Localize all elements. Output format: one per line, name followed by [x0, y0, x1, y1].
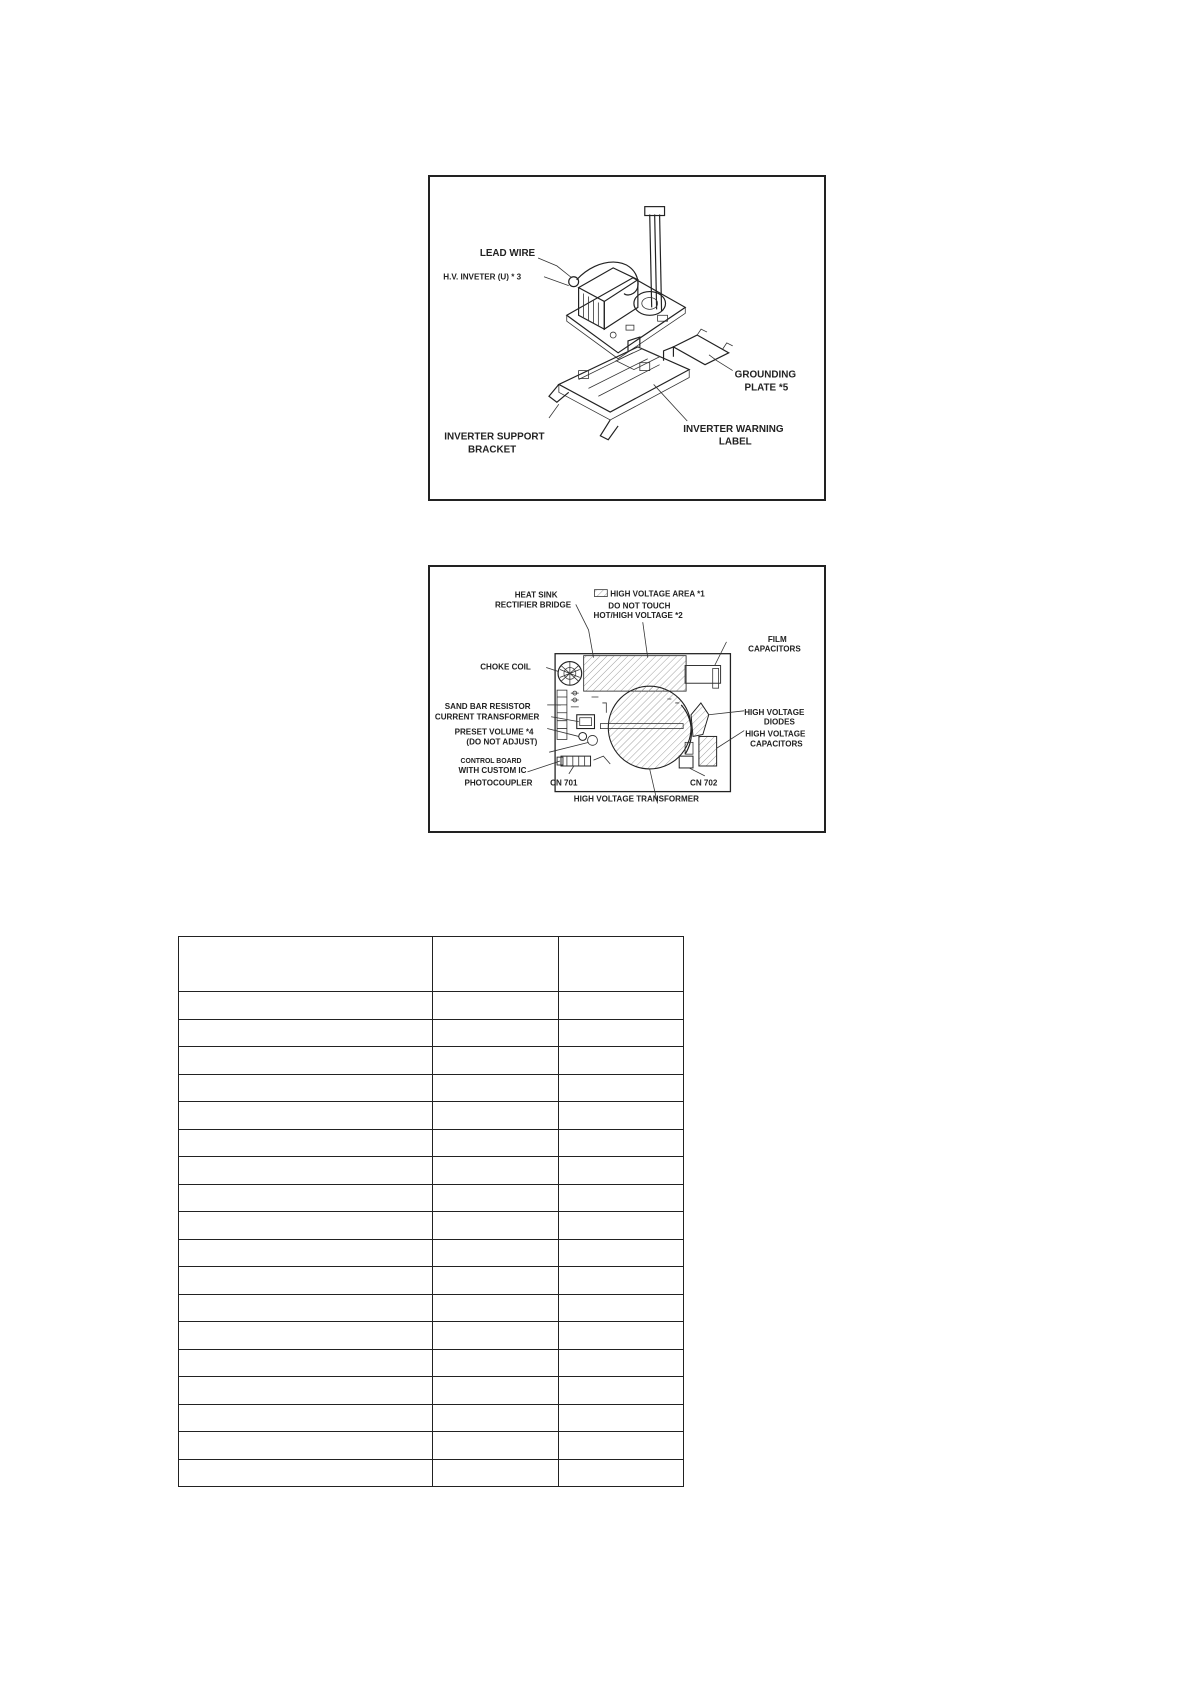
- table-row: [179, 1129, 684, 1157]
- table-cell: [559, 1377, 684, 1405]
- inverter-exploded-figure: [428, 175, 826, 501]
- table-header-row: [179, 937, 684, 992]
- table-row: [179, 1349, 684, 1377]
- label-grounding: GROUNDING: [734, 369, 797, 381]
- label-lead-wire: LEAD WIRE: [479, 248, 536, 260]
- table-cell: [179, 1184, 433, 1212]
- small-components: [571, 691, 579, 707]
- table-cell: [179, 1047, 433, 1075]
- preset-volume: [579, 732, 587, 740]
- hv-capacitors: [699, 736, 717, 766]
- table-cell: [559, 1184, 684, 1212]
- table-cell: [179, 1349, 433, 1377]
- table-cell: [433, 1102, 559, 1130]
- table-row: [179, 1322, 684, 1350]
- label-custom-ic: WITH CUSTOM IC: [458, 765, 527, 775]
- inverter-board-drawing: [430, 567, 824, 831]
- table-header-cell: [179, 937, 433, 992]
- label-support-bracket-2: BRACKET: [467, 444, 517, 456]
- table-cell: [559, 1047, 684, 1075]
- table-cell: [433, 1267, 559, 1295]
- table-header-cell: [559, 937, 684, 992]
- table-cell: [433, 1184, 559, 1212]
- table-cell: [559, 1459, 684, 1487]
- table-cell: [559, 992, 684, 1020]
- table-cell: [433, 1129, 559, 1157]
- table-cell: [559, 1322, 684, 1350]
- table-row: [179, 1377, 684, 1405]
- table-cell: [433, 992, 559, 1020]
- table-cell: [433, 1322, 559, 1350]
- table-cell: [559, 1404, 684, 1432]
- label-hv-capacitors: HIGH VOLTAGE: [745, 729, 806, 739]
- hv-inverter-board: [567, 268, 686, 359]
- label-warning-1: INVERTER WARNING: [683, 423, 784, 435]
- table-cell: [179, 1239, 433, 1267]
- table-row: [179, 1404, 684, 1432]
- hv-area-legend-swatch: [594, 590, 607, 597]
- label-film-capacitors: CAPACITORS: [748, 644, 801, 654]
- label-hot-high-voltage: HOT/HIGH VOLTAGE *2: [593, 611, 683, 621]
- label-capacitors: CAPACITORS: [750, 739, 803, 749]
- table-cell: [559, 1294, 684, 1322]
- label-photocoupler: PHOTOCOUPLER: [464, 778, 533, 788]
- table-cell: [433, 1074, 559, 1102]
- label-do-not-touch: DO NOT TOUCH: [608, 601, 671, 611]
- table-row: [179, 1432, 684, 1460]
- label-film: FILM: [767, 634, 787, 644]
- label-heat-sink: HEAT SINK: [514, 590, 558, 600]
- label-cn702: CN 702: [690, 778, 718, 788]
- cn702-connector: [679, 756, 693, 768]
- table-row: [179, 1102, 684, 1130]
- table-cell: [179, 992, 433, 1020]
- table-header-cell: [433, 937, 559, 992]
- choke-coil: [558, 662, 582, 686]
- table-cell: [559, 1212, 684, 1240]
- label-preset-volume: PRESET VOLUME *4: [454, 727, 534, 737]
- table-row: [179, 1212, 684, 1240]
- table-cell: [559, 1129, 684, 1157]
- table-cell: [179, 1019, 433, 1047]
- table-cell: [433, 1239, 559, 1267]
- table-cell: [433, 1019, 559, 1047]
- table-row: [179, 1019, 684, 1047]
- table-cell: [179, 1129, 433, 1157]
- table-row: [179, 1074, 684, 1102]
- table-cell: [433, 1157, 559, 1185]
- table-cell: [433, 1212, 559, 1240]
- label-warning-2: LABEL: [718, 436, 752, 448]
- table-cell: [179, 1459, 433, 1487]
- table-row: [179, 1157, 684, 1185]
- table-cell: [433, 1377, 559, 1405]
- table-cell: [433, 1047, 559, 1075]
- table-cell: [559, 1157, 684, 1185]
- table-cell: [559, 1019, 684, 1047]
- table-cell: [179, 1157, 433, 1185]
- label-current-transformer: CURRENT TRANSFORMER: [434, 712, 540, 722]
- table-row: [179, 1294, 684, 1322]
- label-hv-transformer: HIGH VOLTAGE TRANSFORMER: [573, 794, 699, 804]
- table-cell: [433, 1404, 559, 1432]
- table-row: [179, 1047, 684, 1075]
- label-hv-diodes: HIGH VOLTAGE: [744, 707, 805, 717]
- label-support-bracket-1: INVERTER SUPPORT: [444, 431, 545, 443]
- label-diodes: DIODES: [763, 717, 795, 727]
- cn701-connector: [561, 756, 591, 766]
- label-hv-inverter: H.V. INVETER (U) * 3: [443, 272, 522, 282]
- table-cell: [179, 1102, 433, 1130]
- label-do-not-adjust: (DO NOT ADJUST): [466, 737, 538, 747]
- table-row: [179, 1239, 684, 1267]
- table-cell: [179, 1432, 433, 1460]
- label-control-board: CONTROL BOARD: [460, 758, 522, 766]
- table-cell: [179, 1322, 433, 1350]
- label-cn701: CN 701: [550, 778, 578, 788]
- table-cell: [179, 1377, 433, 1405]
- parts-table: [178, 936, 684, 1487]
- label-sand-bar-resistor: SAND BAR RESISTOR: [444, 701, 531, 711]
- table-cell: [179, 1294, 433, 1322]
- table-cell: [559, 1074, 684, 1102]
- table-cell: [179, 1404, 433, 1432]
- table-cell: [179, 1267, 433, 1295]
- inverter-board-figure: [428, 565, 826, 833]
- heat-sink-area: [584, 656, 686, 691]
- table-row: [179, 992, 684, 1020]
- table-cell: [433, 1294, 559, 1322]
- table-cell: [559, 1432, 684, 1460]
- grounding-plate: [673, 329, 732, 365]
- label-grounding-plate: PLATE *5: [744, 382, 789, 394]
- table-cell: [433, 1349, 559, 1377]
- label-rectifier-bridge: RECTIFIER BRIDGE: [495, 600, 572, 610]
- hv-diodes: [691, 703, 709, 736]
- table-cell: [559, 1267, 684, 1295]
- table-cell: [559, 1239, 684, 1267]
- table-cell: [433, 1432, 559, 1460]
- hv-transformer: [608, 686, 691, 769]
- table-cell: [559, 1349, 684, 1377]
- label-hv-area: HIGH VOLTAGE AREA *1: [610, 589, 705, 599]
- parts-table-body: [179, 937, 684, 1487]
- table-cell: [559, 1102, 684, 1130]
- table-cell: [433, 1459, 559, 1487]
- table-row: [179, 1184, 684, 1212]
- table-cell: [179, 1074, 433, 1102]
- inverter-exploded-drawing: [430, 177, 824, 499]
- label-choke-coil: CHOKE COIL: [480, 662, 531, 672]
- table-row: [179, 1459, 684, 1487]
- table-cell: [179, 1212, 433, 1240]
- table-row: [179, 1267, 684, 1295]
